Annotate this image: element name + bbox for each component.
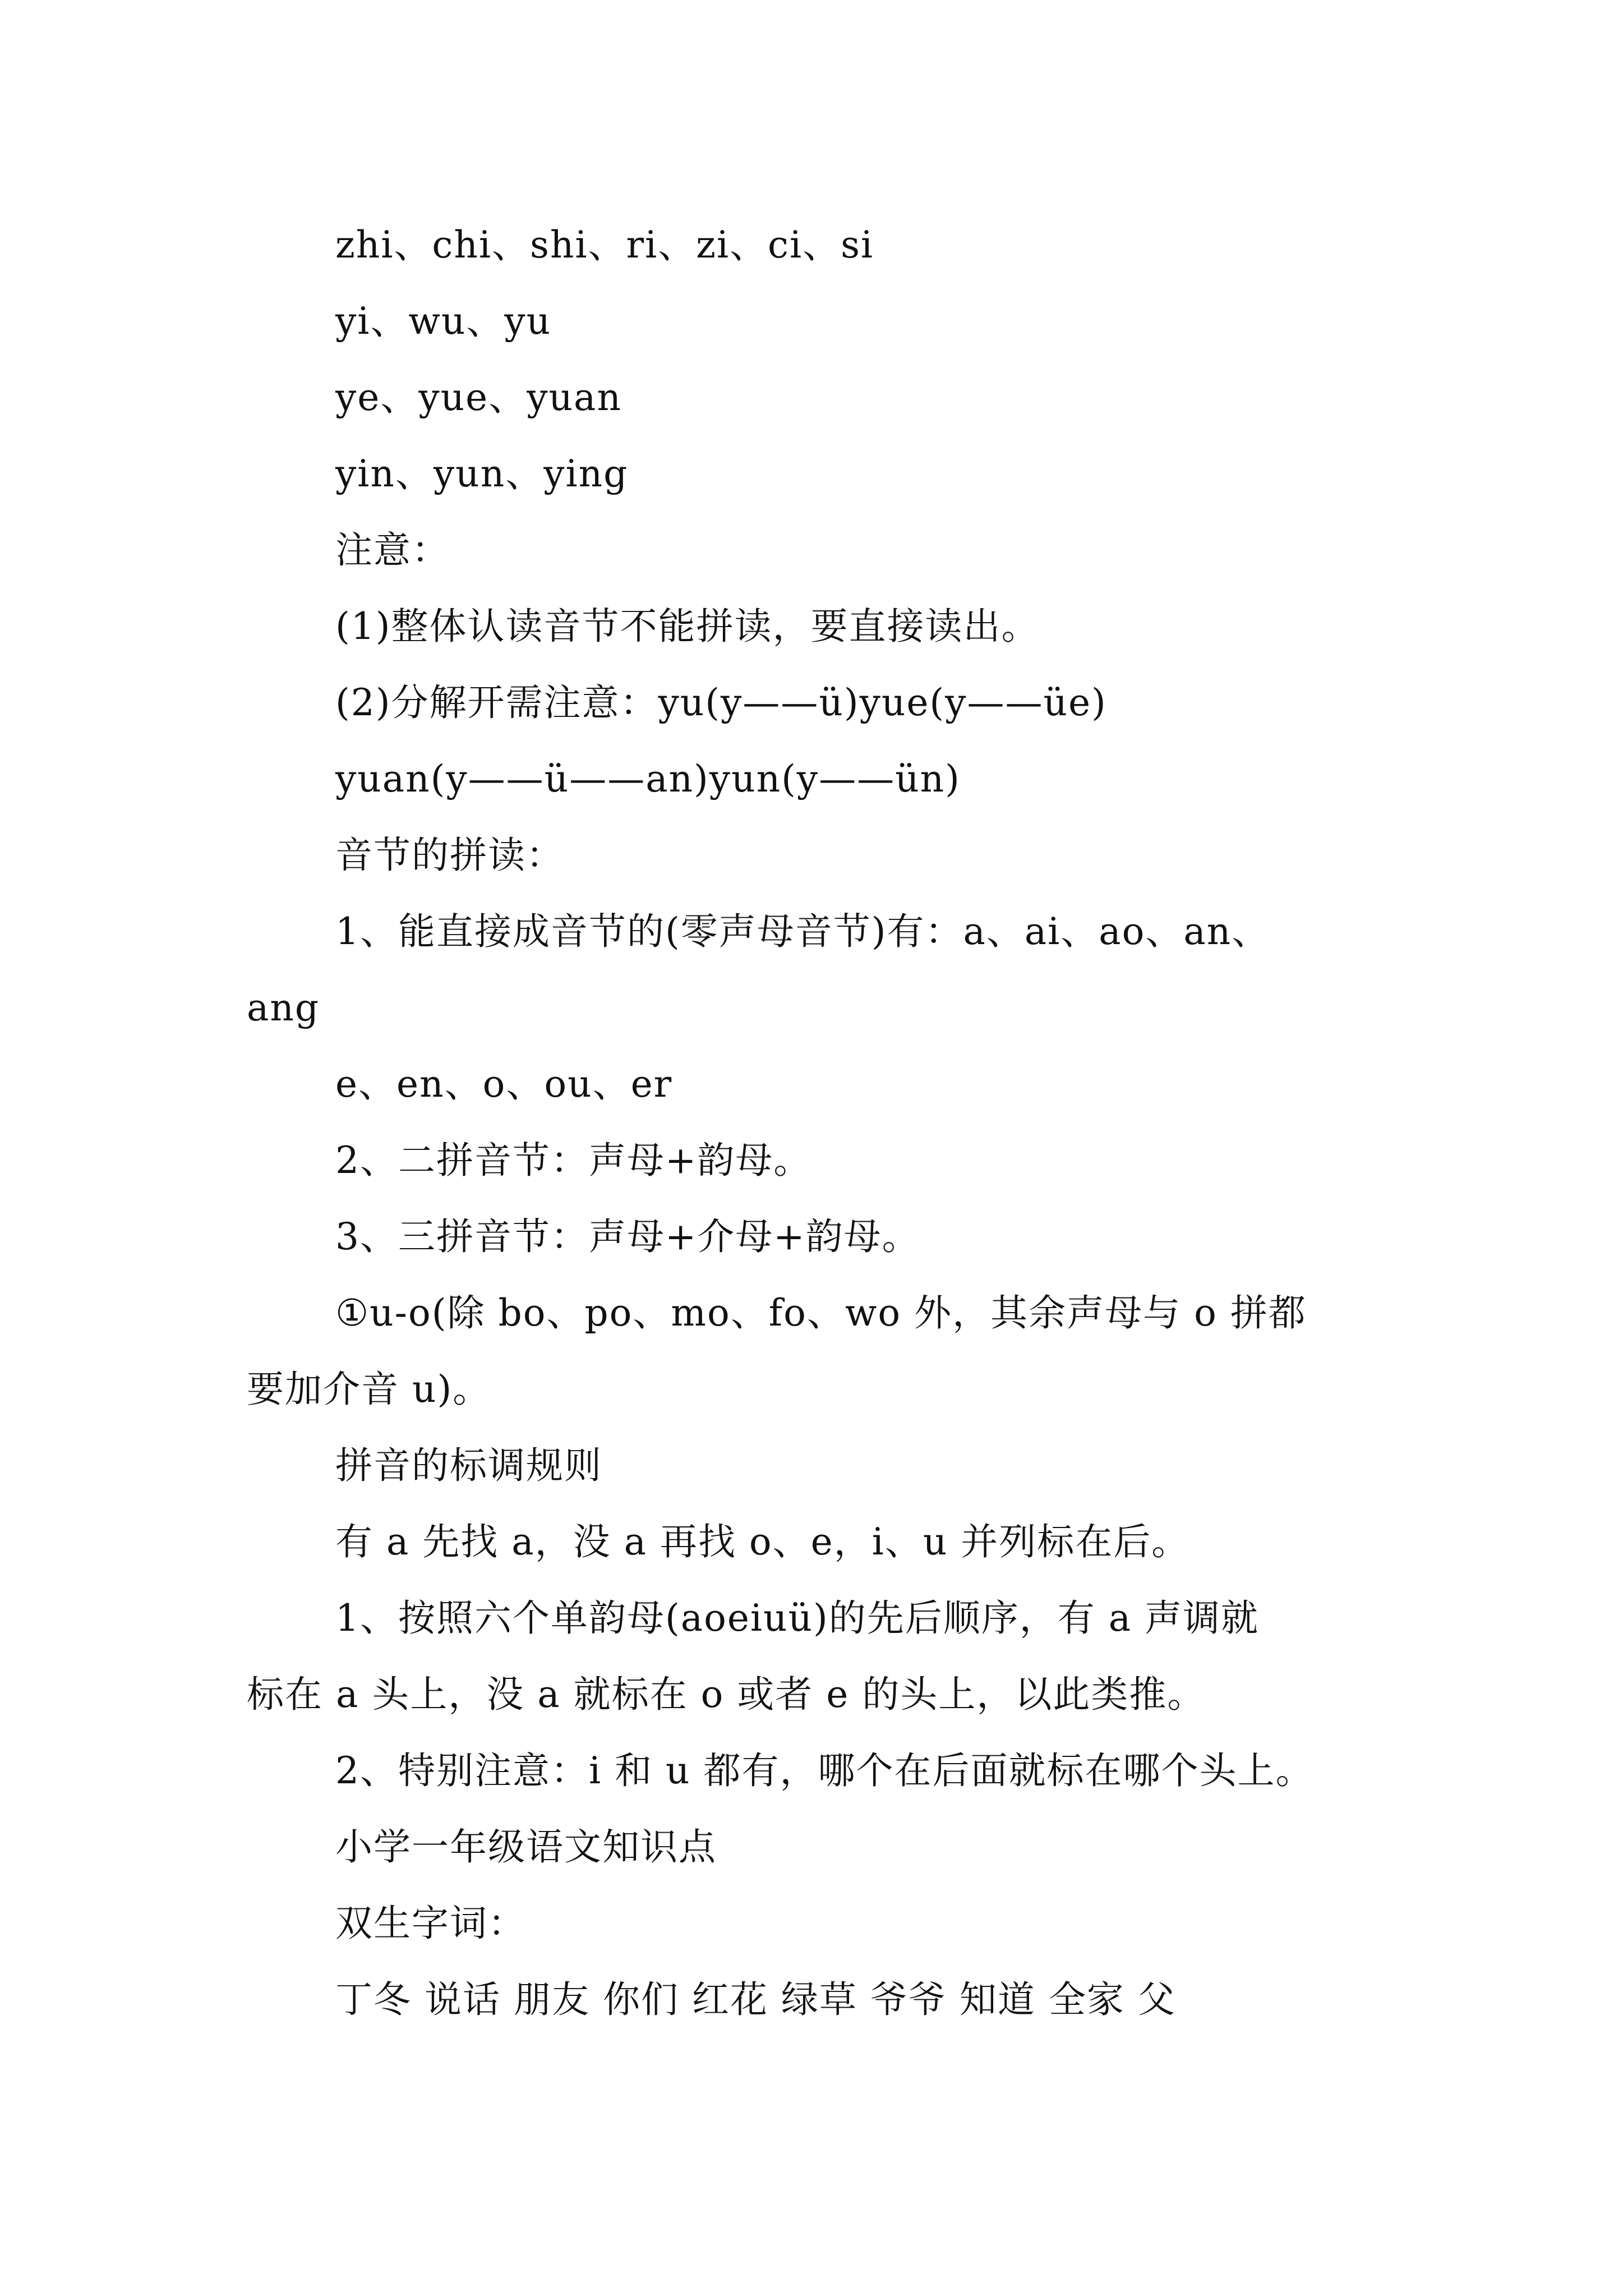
text-line-tone-1: 1、按照六个单韵母(aoeiuü)的先后顺序，有 a 声调就 xyxy=(335,1596,1260,1640)
text-line-tone-1-wrap: 标在 a 头上，没 a 就标在 o 或者 e 的头上，以此类推。 xyxy=(247,1673,1206,1716)
text-line-whole-syllables-1: zhi、chi、shi、ri、zi、ci、si xyxy=(335,223,874,266)
text-line-spelling-note-wrap: 要加介音 u)。 xyxy=(247,1368,491,1411)
text-line-spelling-heading: 音节的拼读： xyxy=(335,834,564,877)
text-line-note-2-cont: yuan(y——ü——an)yun(y——ün) xyxy=(335,757,961,800)
text-line-spelling-note: ①u-o(除 bo、po、mo、fo、wo 外，其余声母与 o 拼都 xyxy=(335,1291,1307,1335)
text-line-whole-syllables-3: ye、yue、yuan xyxy=(335,376,622,419)
text-line-tone-rule: 有 a 先找 a，没 a 再找 o、e，i、u 并列标在后。 xyxy=(335,1520,1190,1563)
text-line-whole-syllables-4: yin、yun、ying xyxy=(335,452,629,495)
text-line-tone-heading: 拼音的标调规则 xyxy=(335,1444,602,1487)
text-line-words-heading: 双生字词： xyxy=(335,1902,526,1945)
text-line-whole-syllables-2: yi、wu、yu xyxy=(335,300,552,343)
text-line-words-list: 丁冬 说话 朋友 你们 红花 绿草 爷爷 知道 全家 父 xyxy=(335,1978,1176,2021)
text-line-spelling-1-cont: e、en、o、ou、er xyxy=(335,1062,673,1106)
text-line-note-2: (2)分解开需注意：yu(y——ü)yue(y——üe) xyxy=(335,681,1107,724)
text-line-spelling-2: 2、二拼音节：声母+韵母。 xyxy=(335,1139,812,1182)
text-line-note-heading: 注意： xyxy=(335,528,450,572)
text-line-section-title: 小学一年级语文知识点 xyxy=(335,1825,717,1869)
text-line-spelling-1-wrap: ang xyxy=(247,986,320,1029)
text-line-note-1: (1)整体认读音节不能拼读，要直接读出。 xyxy=(335,605,1040,648)
text-line-tone-2: 2、特别注意：i 和 u 都有，哪个在后面就标在哪个头上。 xyxy=(335,1749,1314,1792)
text-line-spelling-3: 3、三拼音节：声母+介母+韵母。 xyxy=(335,1215,920,1258)
text-line-spelling-1: 1、能直接成音节的(零声母音节)有：a、ai、ao、an、 xyxy=(335,910,1270,953)
